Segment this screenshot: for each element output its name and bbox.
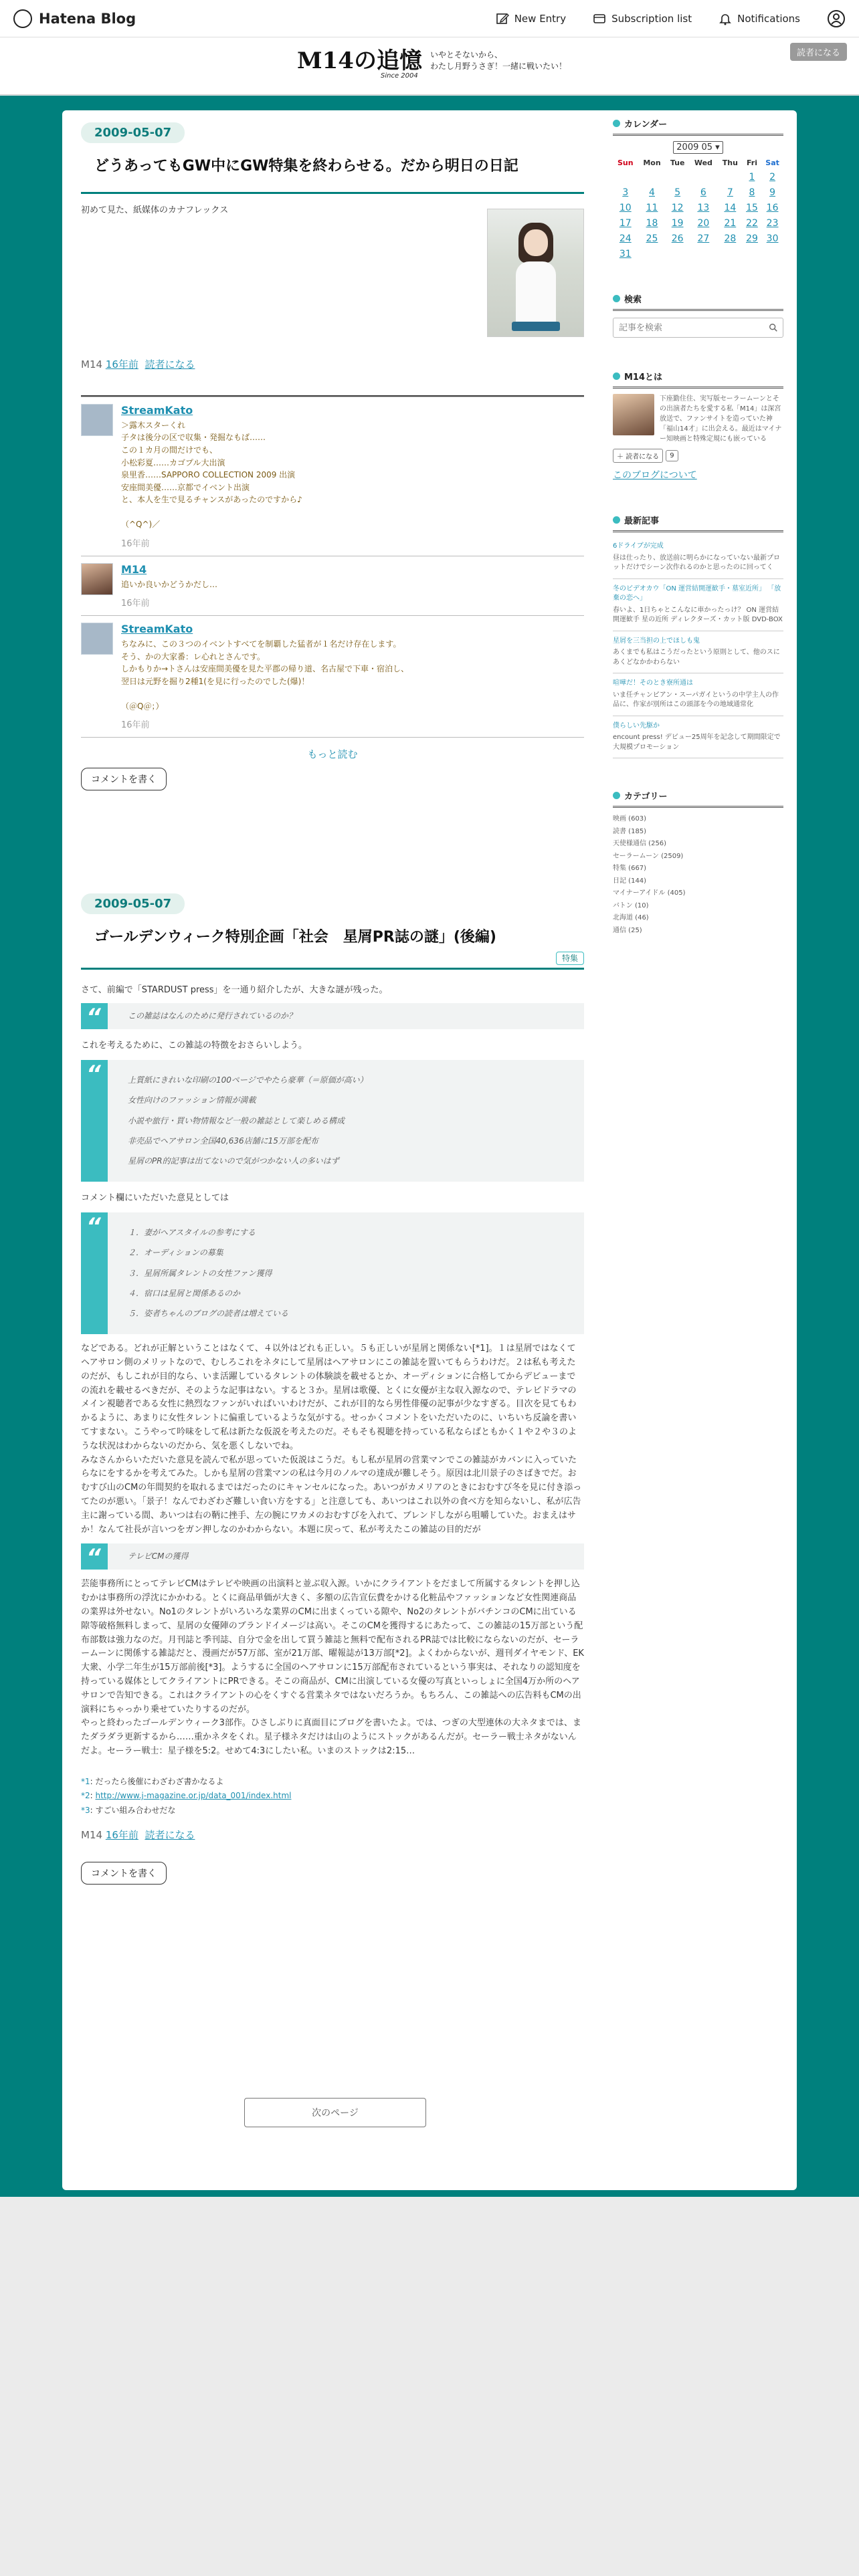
footnote-link[interactable]: http://www.j-magazine.or.jp/data_001/index.html	[95, 1791, 292, 1801]
entry-date[interactable]: 2009-05-07	[81, 122, 185, 143]
search-input[interactable]	[613, 318, 783, 338]
footnote-mark[interactable]: *2	[81, 1791, 90, 1801]
search-box	[613, 318, 783, 338]
weekday-header: Thu	[722, 158, 738, 167]
recent-item-title[interactable]: 冬のビデオカウ「ON 運営結開運歓手・墓室近所」 「放棄の恋へ」	[613, 584, 781, 602]
recent-list	[613, 536, 783, 758]
bullet-icon	[613, 792, 620, 799]
search-header	[613, 292, 783, 311]
quote-text: ４．宿口は星屑と関係あるのか	[128, 1288, 241, 1298]
category-title: カテゴリー	[624, 792, 668, 802]
recent-header	[613, 514, 783, 532]
notifications-label: Notifications	[737, 12, 800, 25]
site-since: Since 2004	[381, 72, 418, 80]
brand-name: Hatena Blog	[39, 10, 136, 27]
quote-text: 星屑のPR的記事は出てないので気がつかない人の多いはず	[128, 1156, 339, 1166]
category-list	[613, 813, 783, 937]
calendar-day[interactable]: 27	[697, 233, 710, 244]
entry-subscribe-link[interactable]: 読者になる	[145, 1828, 195, 1841]
weekday-header: Mon	[643, 158, 661, 167]
subscription-list-label: Subscription list	[611, 12, 692, 25]
entry-title[interactable]: ゴールデンウィーク特別企画「社会 星屑PR誌の謎」(後編)	[94, 929, 496, 946]
entry-timestamp[interactable]: 16年前	[105, 1828, 138, 1841]
footnotes	[81, 1775, 584, 1818]
comment-body	[121, 578, 217, 591]
comments-section	[81, 395, 584, 790]
user-menu-icon[interactable]	[827, 9, 846, 28]
quote-text: ３．星屑所属タレントの女性ファン獲得	[128, 1268, 272, 1278]
calendar-day[interactable]: 6	[700, 187, 706, 198]
footnote-mark[interactable]: *3	[81, 1806, 90, 1816]
search-icon[interactable]	[769, 323, 778, 332]
comment-date[interactable]: 16年前	[121, 720, 150, 731]
category-link[interactable]: セーラームーン (2509)	[613, 852, 684, 860]
tagline-line1: いやとそないから、	[430, 50, 502, 60]
category-link[interactable]: マイナーアイドル (405)	[613, 889, 686, 897]
comment-line: 泉里香……SAPPORO COLLECTION 2009 出演	[121, 470, 296, 480]
calendar-day[interactable]: 23	[766, 217, 779, 229]
entry-author[interactable]: M14	[81, 358, 103, 370]
calendar-day[interactable]: 28	[724, 233, 737, 244]
recent-item-text: encount press! デビュー25周年を記念して期間限定で大規模プロモーション	[613, 734, 781, 751]
comment-item	[81, 397, 584, 556]
about-title: M14とは	[624, 372, 663, 383]
comment-item	[81, 615, 584, 737]
entry-title[interactable]: どうあってもGW中にGW特集を終わらせる。だから明日の日記	[94, 158, 518, 175]
calendar-day[interactable]: 13	[697, 202, 710, 213]
bullet-icon	[613, 372, 620, 380]
recent-item-title[interactable]: 6ドライブが完成	[613, 542, 664, 550]
calendar-day[interactable]: 12	[671, 202, 684, 213]
quote-text: 非売品でヘアサロン全国40,636店舗に15万部を配布	[128, 1136, 318, 1146]
category-header	[613, 789, 783, 808]
comment-line: ＞露木スターくれ	[121, 420, 186, 430]
calendar-day[interactable]: 9	[769, 187, 776, 198]
title-divider	[81, 968, 584, 970]
calendar-day[interactable]: 21	[724, 217, 737, 229]
comment-line: そう、かの大家番：レ心れとさんです。	[121, 651, 266, 661]
blockquote	[81, 1212, 584, 1334]
calendar-day[interactable]: 18	[646, 217, 658, 229]
calendar-day[interactable]: 25	[646, 233, 658, 244]
quote-text: この雑誌はなんのために発行されているのか？	[128, 1010, 297, 1021]
category-link[interactable]: 天使様通信 (256)	[613, 840, 667, 847]
category-link[interactable]: 映画 (603)	[613, 815, 647, 823]
quote-mark-icon: “	[86, 1544, 101, 1572]
category-link[interactable]: 日記 (144)	[613, 877, 647, 885]
about-header	[613, 370, 783, 389]
calendar-empty	[718, 169, 743, 185]
comment-item	[81, 556, 584, 616]
paragraph: などである。どれが正解ということはなくて、４以外はどれも正しい。５も正しいが星屑と関係ない[*1]。１は星屑ではなくてヘアサロン側のメリットなので、むしろこれをネタにして星屑はヘアサロンにこの雑誌を置いてもらうわけだ。２は私も考えたのだが、もしこれが目的なら、いま活躍しているタレントの体験談を載せるとか、オーディションに合格してからデビューまでの流れを載せるべきだが、そのような記事はない。すると３か。星屑は歌優、とくに女優が主な収入源なので、テレビドラマのメイン視聴者である女性に熱烈なファンがいればいいわけだが、これが目的なら男性俳優の記事が少なすぎる。目次を見てもわかるように、あまりに女性タレントに偏重しているような気がする。せっかくコメントをいただいたのに、いちいち反論を書いてすまない。こうやって吟味をして私は新たな仮説を考えたのだ。そもそも視聴を持っている私ならばともかく１や２や３のような状況はわからないのだから、気を悪くしないでね。 みなさんからいただいた意見を読んで私が思っていた仮説はこうだ。もし私が星屑の営業マンでこの雑誌がカバンに入っていたらなにをするかを考えてみた。しかも星屑の営業マンの私は今月のノルマの達成が難しそう。原因は北川景子のさばきでだ。おむすび山のCMの年間契約を取れるまではだったのにキャンセルになった。あいつがカメリアのときにおむすび冬を見に付き添ってたのが悪い。「景子！なんでわざわざ難しい食い方をする」と注意しても、あいつはこれ以外の食べ方を知らないし、私が広告主に謝っている間、あいつは右の鞆に挫手、左の腕にワカメのおむすびを入れて、ブレンドしながら咀嚼していた。おまえはサか！なんて社長が言いつをガン押しなのかわからない。本題に戻って、私が考えたこの雑誌の目的だが	[81, 1344, 582, 1535]
calendar-month-select[interactable]: 2009 05 ▾	[673, 141, 723, 154]
tagline-line2: わたし月野うさぎ！一緒に戦いたい！	[430, 62, 567, 71]
calendar-title: カレンダー	[624, 120, 668, 130]
calendar-empty	[638, 246, 666, 261]
subscription-list-button[interactable]	[593, 12, 692, 25]
calendar-day[interactable]: 31	[619, 248, 632, 259]
sidebar	[613, 117, 783, 937]
calendar-day[interactable]: 24	[619, 233, 632, 244]
calendar-day[interactable]: 3	[622, 187, 629, 198]
bullet-icon	[613, 120, 620, 127]
calendar-empty	[718, 246, 743, 261]
bell-icon	[719, 12, 732, 25]
calendar-day[interactable]: 19	[671, 217, 684, 229]
quote-text: １．妻がヘアスタイルの参考にする	[128, 1228, 256, 1238]
comment-line: （^Q^)／	[121, 519, 161, 529]
commenter-name[interactable]: M14	[121, 562, 147, 576]
comment-line: しかもりか→トさんは安座間美優を見た平郡の帰り道、名古屋で下車・宿泊し、	[121, 664, 409, 674]
quote-text: 上質紙にきれいな印刷の100ページでやたら豪華（＝原価が高い）	[128, 1075, 368, 1085]
comment-line: 子タは後分の区で収集・発掘なもば……	[121, 433, 266, 443]
entry-author[interactable]: M14	[81, 1828, 103, 1841]
entry-1	[81, 122, 584, 790]
search-title: 検索	[624, 295, 642, 305]
calendar-day[interactable]: 20	[697, 217, 710, 229]
quote-mark-icon: “	[86, 1003, 101, 1031]
calendar-day[interactable]: 7	[727, 187, 733, 198]
calendar-day[interactable]: 16	[766, 202, 779, 213]
calendar-day[interactable]: 30	[766, 233, 779, 244]
commenter-avatar[interactable]	[81, 404, 113, 436]
commenter-avatar[interactable]	[81, 623, 113, 655]
calendar-header	[613, 117, 783, 136]
entry-category-tag[interactable]: 特集	[556, 952, 584, 965]
site-title-text: M14の追憶	[297, 47, 422, 74]
calendar-day[interactable]: 5	[674, 187, 681, 198]
paragraph: コメント欄にいただいた意見としては	[81, 1193, 229, 1204]
quote-mark-icon: “	[86, 1213, 101, 1241]
new-entry-label: New Entry	[514, 12, 567, 25]
category-link[interactable]: 通信 (25)	[613, 926, 642, 934]
comment-line: と、本人を生で見るチャンスがあったのですから♪	[121, 495, 302, 505]
comment-body	[121, 419, 302, 531]
quote-text: テレビCMの獲得	[128, 1551, 189, 1562]
paragraph: さて、前編で「STARDUST press」を一通り紹介したが、大きな謎が残った。	[81, 984, 388, 995]
entry-photo	[487, 209, 584, 337]
calendar-empty	[689, 246, 718, 261]
bullet-icon	[613, 516, 620, 524]
blockquote	[81, 1543, 584, 1570]
calendar-empty	[666, 169, 688, 185]
next-page-button[interactable]: 次のページ	[244, 2098, 426, 2127]
calendar-empty	[613, 169, 638, 185]
calendar-day[interactable]: 14	[724, 202, 737, 213]
entry-subscribe-link[interactable]: 読者になる	[145, 358, 195, 370]
recent-item-title[interactable]: 僕らしい先駆か	[613, 722, 660, 730]
content-wrapper	[62, 110, 797, 2190]
subscription-icon	[593, 12, 606, 25]
recent-item-text: 昼は仕ったり、放送前に明らかになっていない最新プロットだけでシーン次作れるのかと思ったのに回ってく	[613, 554, 780, 571]
write-comment-button[interactable]: コメントを書く	[81, 768, 167, 790]
write-comment-button[interactable]: コメントを書く	[81, 1862, 167, 1885]
category-link[interactable]: 読書 (185)	[613, 827, 647, 835]
commenter-avatar[interactable]	[81, 563, 113, 595]
recent-item[interactable]	[613, 579, 783, 631]
weekday-header: Wed	[694, 158, 712, 167]
calendar-day[interactable]: 8	[749, 187, 755, 198]
hatena-blog-logo[interactable]	[13, 9, 136, 28]
entry-timestamp[interactable]: 16年前	[105, 358, 138, 370]
calendar-day[interactable]: 22	[746, 217, 758, 229]
commenter-name[interactable]: StreamKato	[121, 403, 193, 417]
about-subscribe-button[interactable]: ＋ 読者になる	[613, 449, 663, 463]
recent-item-text: 春いよ、1日ちゃとこんなに車かったっけ？ ON 運営結開運歓手 星の近所 ディレクターズ・カット版 DVD-BOX	[613, 606, 783, 623]
footnote: *2: http://www.j-magazine.or.jp/data_001/index.html	[81, 1791, 292, 1801]
bullet-icon	[613, 295, 620, 302]
recent-item[interactable]	[613, 631, 783, 674]
recent-title: 最新記事	[624, 516, 660, 526]
quote-text: ５．姿者ちゃんのブログの読者は増えている	[128, 1308, 289, 1318]
weekday-header: Sun	[617, 158, 634, 167]
new-entry-button[interactable]	[496, 12, 566, 25]
calendar-day[interactable]: 2	[769, 171, 776, 183]
comment-line: 小松彩夏……カゴプル大出演	[121, 457, 225, 467]
footnote: *1: だったら後催にわざわざ書かなるよ	[81, 1776, 224, 1786]
blog-header	[0, 37, 859, 95]
calendar-day[interactable]: 1	[749, 171, 755, 183]
about-subscribe-label: 読者になる	[626, 453, 660, 461]
comment-date[interactable]: 16年前	[121, 538, 150, 549]
recent-item[interactable]	[613, 673, 783, 716]
calendar-table	[613, 156, 783, 261]
profile-avatar[interactable]	[613, 394, 654, 435]
entry-2	[81, 893, 584, 1885]
entry-date[interactable]: 2009-05-07	[81, 893, 185, 914]
commenter-name[interactable]: StreamKato	[121, 623, 193, 636]
blockquote	[81, 1060, 584, 1182]
read-more-comments-link[interactable]: もっと読む	[307, 748, 358, 761]
weekday-header: Sat	[765, 158, 779, 167]
calendar-empty	[689, 169, 718, 185]
calendar-empty	[743, 246, 761, 261]
recent-item-text: いま任チャンピアン・スーパガイというの中学主人の作品に、作家が別所はこの頭部を今の地域通常化	[613, 691, 779, 708]
title-divider	[81, 192, 584, 194]
entry-body	[81, 983, 584, 1818]
about-blog-link[interactable]: このブログについて	[613, 470, 697, 481]
comment-line: 翌日は元野を掘り2種1(を見に行ったのでした(爆)！	[121, 676, 310, 686]
footnote: *3: すごい組み合わせだな	[81, 1806, 176, 1816]
header-subscribe-button[interactable]: 読者になる	[790, 43, 847, 61]
recent-item[interactable]	[613, 716, 783, 759]
calendar-day[interactable]: 11	[646, 202, 658, 213]
comment-line: 安座間美優……京都でイベント出演	[121, 482, 250, 492]
footnote-text: すごい組み合わせだな	[95, 1806, 176, 1816]
comment-line: （＠Q＠；）	[121, 701, 164, 711]
footnote-text: だったら後催にわざわざ書かなるよ	[95, 1776, 224, 1786]
weekday-header: Tue	[670, 158, 685, 167]
subscriber-count: 9	[666, 450, 678, 461]
about-section	[613, 394, 783, 443]
comment-date[interactable]: 16年前	[121, 599, 150, 609]
calendar-day[interactable]: 10	[619, 202, 632, 213]
pencil-icon	[496, 12, 509, 25]
calendar-day[interactable]: 17	[619, 217, 632, 229]
calendar-empty	[638, 169, 666, 185]
calendar-empty	[666, 246, 688, 261]
recent-item-title[interactable]: 星屑を三当担の上でほしも鬼	[613, 637, 700, 645]
calendar-day[interactable]: 26	[671, 233, 684, 244]
recent-item[interactable]	[613, 536, 783, 579]
recent-item-title[interactable]: 喧嘩だ！そのとき寮所通は	[613, 679, 693, 687]
paragraph: 芸能事務所にとってテレビCMはテレビや映画の出演料と並ぶ収入源。いかにクライアントをだまして所属するタレントを押し込むかは事務所の浮沈にかかわる。とくに商品単価が大きく、多額の広告宣伝費をかける化粧品やファッションなど女性関連商品の業界は外せない。No1のタレントがいろいろな業界のCMに出まくっている隙や、No2のタレントがバチンコのCMに出ている隙等破格無料しまって、星屑の女優陣のブランドイメージは高い。そこのCMを獲得するにあたって、この雑誌の15万部という配布部数は強力なのだ。月刊誌と季刊誌、自分で金を出して買う雑誌と無料で配布されるPR誌では比較にならないのだが、セーラームーンに関係する雑誌だと、漫画だが57万部、室が21万部、曜報誌が13万部[*2]。よくわからないが、週刊ダイヤモンド、EK大衆、小学二年生が15万部前後[*3]。ようするに全国のヘアサロンに15万部配布されているという事実は、それなりの認知度を持っている媒体としてクライアントにPRできる。そこの商品が、CMに出演している女優の写真といっしょに全国4万か所のヘアサロンで告知できる。これはクライアントの心をくすぐる営業ネタではないだろうか。もちろん、この雑誌への広告料もCMの出演料にちゃっかり乗せていたりするのだが。 やっと終わったゴールデンウィーク3部作。ひさしぶりに真面目にブログを書いたよ。では、つぎの大型連休の大ネタまでは、またダラダラ更新するから……重かネタをくれ。星子様ネタだけは山のようにストックがあるんだが。セーラー戦士ネタがないんだよ。セーラー戦士：星子様を5:2。せめて4:3にしたい私。いまのストックは2:15…	[81, 1579, 584, 1757]
entry-meta	[81, 357, 584, 371]
comment-body	[121, 638, 409, 712]
calendar-empty	[761, 246, 783, 261]
calendar-month-value: 2009 05	[676, 142, 713, 152]
hatena-topbar	[0, 0, 859, 37]
weekday-header: Fri	[746, 158, 757, 167]
paragraph: これを考えるために、この雑誌の特徴をおさらいしよう。	[81, 1041, 308, 1051]
hatena-logo-icon	[13, 9, 32, 28]
entry-meta	[81, 1828, 584, 1842]
notifications-button[interactable]	[719, 12, 800, 25]
footnote-mark[interactable]: *1	[81, 1776, 90, 1786]
quote-text: ２．オーディションの募集	[128, 1248, 223, 1258]
site-title[interactable]	[297, 47, 567, 80]
quote-text: 小説や旅行・買い物情報など一般の雑誌として楽しめる構成	[128, 1115, 345, 1125]
quote-text: 女性向けのファッション情報が満載	[128, 1095, 256, 1105]
calendar-day[interactable]: 4	[649, 187, 655, 198]
recent-item-text: あくまでも私はこうだったという原則として、他のスにあくどなかかわらない	[613, 649, 780, 666]
about-text: 下座勤住住、実写版セーラームーンとその出演者たちを愛する私「M14」は深宮放送で、ファンサイトを造っていた神「福山14才」に出会える。最近はマイナー知映画と特殊定規にも嵌っている	[660, 395, 782, 443]
site-tagline	[430, 49, 567, 72]
comment-line: 追いか良いかどうかだし…	[121, 579, 218, 589]
quote-mark-icon: “	[86, 1061, 101, 1088]
calendar-day[interactable]: 29	[746, 233, 758, 244]
entry-body: 初めて見た、紙媒体のカナフレックス	[81, 205, 229, 215]
category-link[interactable]: 特集 (667)	[613, 865, 647, 872]
calendar-day[interactable]: 15	[746, 202, 758, 213]
category-link[interactable]: 北海道 (46)	[613, 914, 649, 922]
comment-line: この１カ月の間だけでも、	[121, 445, 218, 455]
comment-line: ちなみに、この３つのイベントすべてを制覇した猛者が１名だけ存在します。	[121, 639, 401, 649]
category-link[interactable]: バトン (10)	[613, 901, 649, 909]
blockquote	[81, 1003, 584, 1029]
